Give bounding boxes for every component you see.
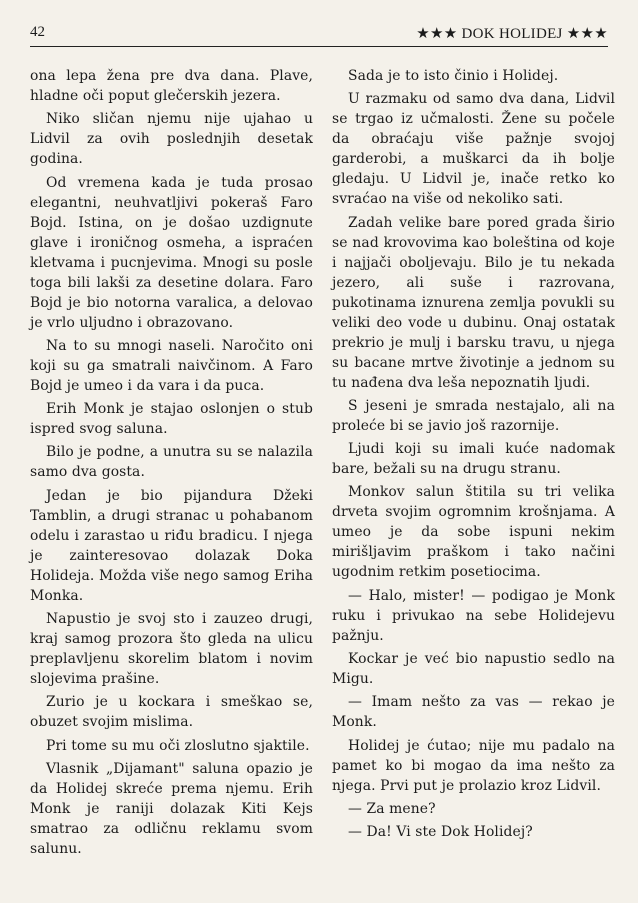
paragraph: Monkov salun štitila su tri velika drveta svojim ogromnim krošnjama. A umeo je da sobe ispuni nekim mirišljavim praškom i tako načini ugodnim retkim posetiocima. xyxy=(332,484,615,581)
paragraph: Ljudi koji su imali kuće nadomak bare, bežali su na drugu stranu. xyxy=(332,441,615,478)
paragraph: Od vremena kada je tuda prosao elegantni, neuhvatljivi pokeraš Faro Bojd. Istina, on je došao uzdignute glave i ironičnog osmeha, a ispraćen kletvama i pucnjevima. Mnogi su posle toga bili lakši za desetine dolara. Faro Bojd je bio notorna varalica, a delovao je vrlo uljudno i obrazovano. xyxy=(30,174,313,331)
right-column xyxy=(332,66,615,886)
left-column xyxy=(30,66,313,886)
text-columns xyxy=(30,66,615,886)
paragraph: Na to su mnogi naseli. Naročito oni koji su ga smatrali naivčinom. A Faro Bojd je umeo i da vara i da puca. xyxy=(30,337,313,394)
paragraph: Sada je to isto činio i Holidej. xyxy=(348,68,559,84)
paragraph: Holidej je ćutao; nije mu padalo na pamet ko bi mogao da ima nešto za njega. Prvi put je prolazio kroz Lidvil. xyxy=(332,737,615,794)
page-number: 42 xyxy=(30,24,45,40)
paragraph: — Halo, mister! — podigao je Monk ruku i privukao na sebe Holidejevu pažnju. xyxy=(332,587,615,644)
paragraph: — Za mene? xyxy=(348,800,436,817)
paragraph: Pri tome su mu oči zloslutno sjaktile. xyxy=(46,737,310,754)
page-header xyxy=(30,20,608,47)
running-title: ★★★ DOK HOLIDEJ ★★★ xyxy=(416,26,608,42)
paragraph: Zurio je u kockara i smeškao se, obuzet svojim mislima. xyxy=(30,694,313,731)
paragraph: Erih Monk je stajao oslonjen o stub ispred svog saluna. xyxy=(30,401,313,438)
paragraph: Jedan je bio pijandura Džeki Tamblin, a drugi stranac u pohabanom odelu i zarastao u riđu bradicu. I njega je zainteresovao dolazak Doka Holideja. Možda više nego samog Eriha Monka. xyxy=(30,487,313,604)
paragraph: Bilo je podne, a unutra su se nalazila samo dva gosta. xyxy=(30,444,313,481)
paragraph: ona lepa žena pre dva dana. Plave, hladne oči poput glečerskih jezera. xyxy=(30,68,313,104)
paragraph: Zadah velike bare pored grada širio se nad krovovima kao boleština od koje i najjači oboljevaju. Bilo je tu nekada jezero, ali suše i razrovana, pukotinama iznurena zemlja povukli su veliki deo vode u dubinu. Onaj ostatak prekrio je mulj i barsku travu, u njega su bacane mrtve životinje a jednom su tu nađena dva leša nepoznatih ljudi. xyxy=(332,214,615,391)
paragraph: Vlasnik „Dijamant" saluna opazio je da Holidej skreće prema njemu. Erih Monk je raniji dolazak Kiti Kejs smatrao za odličnu reklamu svom salunu. xyxy=(30,760,313,857)
paragraph: Kockar je već bio napustio sedlo na Migu. xyxy=(332,651,615,688)
paragraph: U razmaku od samo dva dana, Lidvil se trgao iz učmalosti. Žene su počele da obraćaju više pažnje svojoj garderobi, a muškarci da ih bolje gledaju. U Lidvil je, inače retko ko svraćao na više od nekoliko sati. xyxy=(332,91,615,208)
paragraph: — Da! Vi ste Dok Holidej? xyxy=(348,824,533,841)
paragraph: Napustio je svoj sto i zauzeo drugi, kraj samog prozora što gleda na ulicu preplavljenu skorelim blatom i novim slojevima prašine. xyxy=(30,611,313,688)
paragraph: S jeseni je smrada nestajalo, ali na proleće bi se javio još razornije. xyxy=(332,397,615,434)
paragraph: Niko sličan njemu nije ujahao u Lidvil za ovih poslednjih desetak godina. xyxy=(30,111,313,168)
paragraph: — Imam nešto za vas — rekao je Monk. xyxy=(332,694,615,731)
